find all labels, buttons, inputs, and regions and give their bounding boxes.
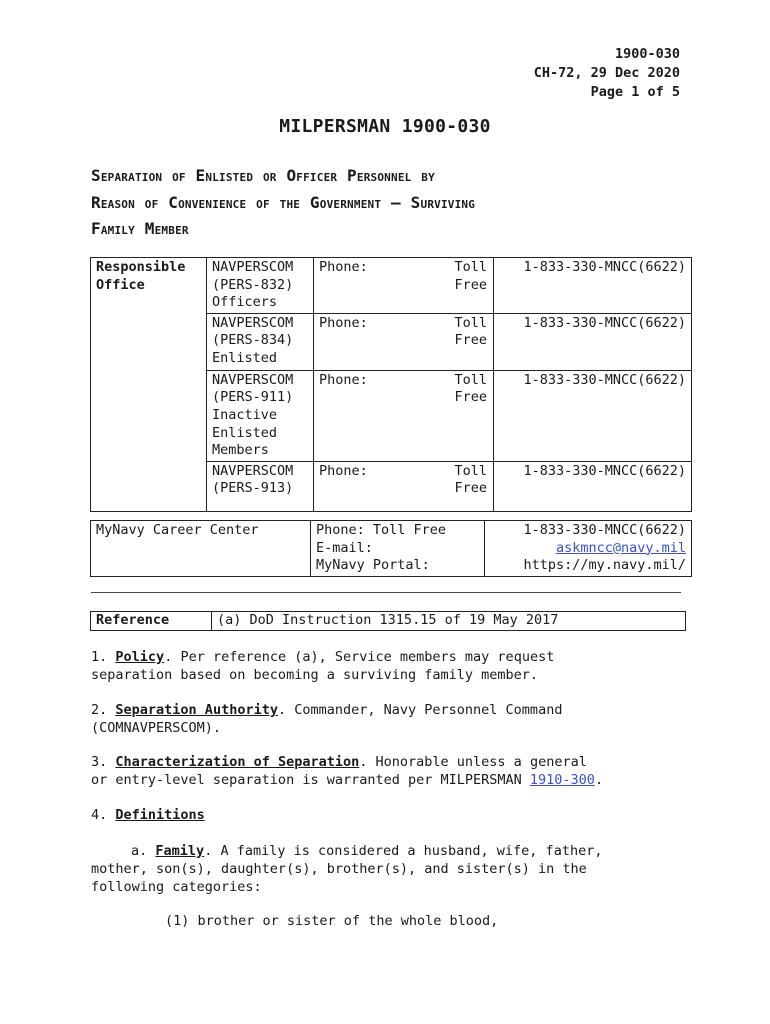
subtitle-line: Reason of Convenience of the Government – Surviving	[91, 192, 476, 212]
section-heading: Definitions	[115, 807, 205, 823]
reference-table	[90, 611, 686, 631]
section-heading: Policy	[115, 649, 165, 665]
phone-number[interactable]: 1-833-330-MNCC(6622)	[494, 313, 692, 370]
reference-text: (a) DoD Instruction 1315.15 of 19 May 2017	[212, 612, 686, 631]
doc-number: 1900-030	[614, 46, 680, 62]
office-cell: NAVPERSCOM (PERS-913)	[207, 461, 314, 511]
responsible-office-table	[90, 257, 692, 512]
career-center-contacts	[485, 521, 692, 577]
section-heading: Characterization of Separation	[115, 754, 360, 770]
section-separation-authority: 2. Separation Authority. Commander, Navy Personnel Command (COMNAVPERSCOM).	[91, 702, 563, 736]
page-indicator: Page 1 of 5	[590, 84, 680, 100]
phone-type-cell: Phone: Toll Free	[314, 370, 494, 461]
responsible-office-label: Responsible Office	[91, 258, 207, 512]
document-header	[534, 45, 680, 102]
table-row	[91, 612, 686, 631]
phone-type-cell: Phone: Toll Free	[314, 258, 494, 314]
milpersman-link[interactable]: 1910-300	[529, 772, 595, 788]
career-center-phone[interactable]: 1-833-330-MNCC(6622)	[523, 522, 686, 538]
phone-number[interactable]: 1-833-330-MNCC(6622)	[494, 370, 692, 461]
section-heading: Family	[155, 843, 205, 859]
phone-type-cell: Phone: Toll Free	[314, 461, 494, 511]
section-characterization: 3. Characterization of Separation. Honorable unless a general or entry-level separation is warranted per MILPERSMAN 1910-300.	[91, 754, 604, 788]
section-family: a. Family. A family is considered a husband, wife, father, mother, son(s), daughter(s), brother(s), and sister(s) in the following categories:	[91, 843, 603, 895]
email-link[interactable]: askmncc@navy.mil	[555, 539, 686, 556]
subtitle-line: Separation of Enlisted or Officer Personnel by	[91, 166, 435, 185]
table-row	[91, 258, 692, 314]
horizontal-divider	[91, 592, 681, 593]
phone-number[interactable]: 1-833-330-MNCC(6622)	[494, 461, 692, 511]
document-subtitle	[91, 163, 701, 243]
phone-number[interactable]: 1-833-330-MNCC(6622)	[494, 258, 692, 314]
phone-type-cell: Phone: Toll Free	[314, 313, 494, 370]
career-center-name: MyNavy Career Center	[91, 521, 311, 577]
reference-label: Reference	[91, 612, 212, 631]
office-cell: NAVPERSCOM (PERS-911) Inactive Enlisted Members	[207, 370, 314, 461]
table-row	[91, 521, 692, 577]
office-cell: NAVPERSCOM (PERS-834) Enlisted	[207, 313, 314, 370]
change-date: CH-72, 29 Dec 2020	[533, 65, 680, 81]
section-policy: 1. Policy. Per reference (a), Service members may request separation based on becoming a surviving family member.	[91, 649, 555, 683]
section-definitions: 4. Definitions	[91, 807, 205, 823]
section-heading: Separation Authority	[115, 702, 278, 718]
portal-link[interactable]: https://my.navy.mil/	[523, 557, 686, 574]
page-title: MILPERSMAN 1900-030	[279, 116, 491, 137]
office-cell: NAVPERSCOM (PERS-832) Officers	[207, 258, 314, 314]
subtitle-line: Family Member	[91, 219, 189, 238]
family-category-item: (1) brother or sister of the whole blood,	[165, 913, 499, 929]
career-center-table	[90, 520, 692, 577]
career-center-labels: Phone: Toll Free E-mail: MyNavy Portal:	[311, 521, 485, 577]
